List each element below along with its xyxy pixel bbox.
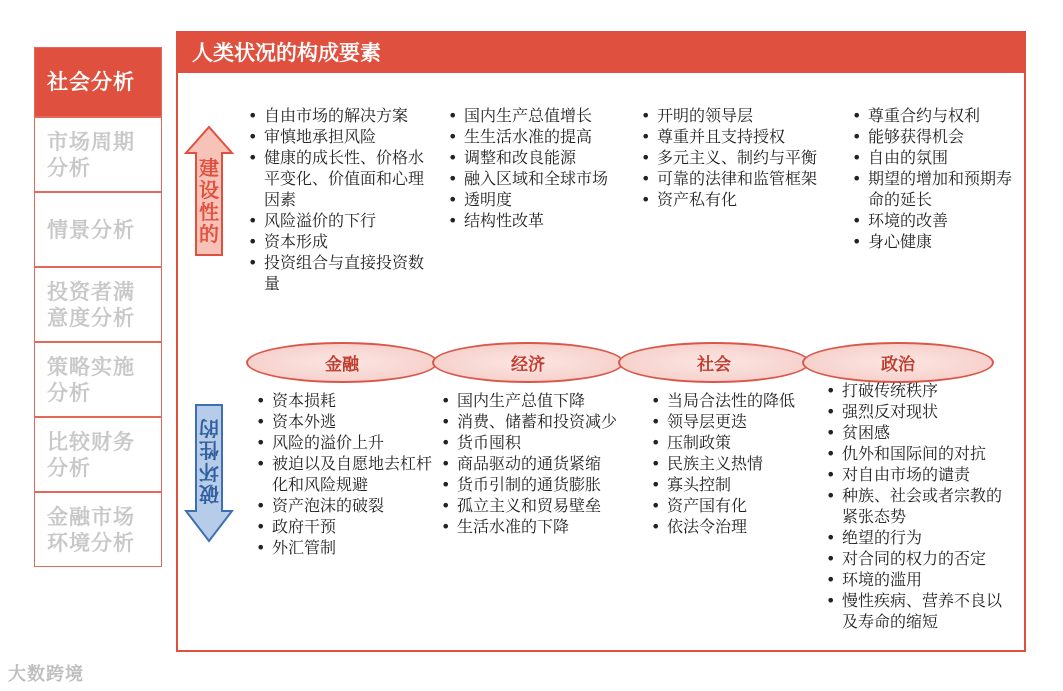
- list-item: • 消费、储蓄和投资减少: [441, 411, 641, 432]
- list-item: • 融入区域和全球市场: [448, 168, 633, 189]
- constructive-political-list: [852, 105, 1012, 252]
- constructive-social-list: [641, 105, 841, 210]
- list-item: • 可靠的法律和监管框架: [641, 168, 841, 189]
- list-item: • 种族、社会或者宗教的紧张态势: [826, 485, 1008, 527]
- nav-item-financial-market[interactable]: [35, 491, 161, 566]
- list-item: • 国内生产总值下降: [441, 390, 641, 411]
- list-item: • 环境的滥用: [826, 569, 1008, 590]
- list-item: • 生生活水准的提高: [448, 126, 633, 147]
- nav-item-label: 社会分析: [47, 70, 135, 94]
- constructive-financial-list: [248, 105, 428, 294]
- nav-item-scenario[interactable]: [35, 191, 161, 266]
- list-item: • 调整和改良能源: [448, 147, 633, 168]
- constructive-economic-list: [448, 105, 633, 231]
- list-item: • 能够获得机会: [852, 126, 1012, 147]
- list-item: • 投资组合与直接投资数量: [248, 252, 428, 294]
- list-item: • 绝望的行为: [826, 527, 1008, 548]
- nav-item-label: 投资者满意度分析: [47, 279, 135, 330]
- nav-item-strategy[interactable]: [35, 341, 161, 416]
- nav-item-label: 市场周期分析: [47, 129, 135, 180]
- list-item: • 资产私有化: [641, 189, 841, 210]
- list-item: • 货币囤积: [441, 432, 641, 453]
- list-item: • 开明的领导层: [641, 105, 841, 126]
- list-item: • 压制政策: [651, 432, 826, 453]
- nav-item-label: 策略实施分析: [47, 354, 135, 405]
- domain-financial[interactable]: 金融: [246, 342, 438, 383]
- list-item: • 货币引制的通货膨胀: [441, 474, 641, 495]
- domain-economic[interactable]: 经济: [432, 342, 624, 383]
- list-item: • 寡头控制: [651, 474, 826, 495]
- nav-item-label: 比较财务分析: [47, 429, 135, 480]
- list-item: • 资产泡沫的破裂: [256, 495, 436, 516]
- list-item: • 自由市场的解决方案: [248, 105, 428, 126]
- list-item: • 慢性疾病、营养不良以及寿命的缩短: [826, 590, 1008, 632]
- destructive-economic-list: [441, 390, 641, 537]
- list-item: • 当局合法性的降低: [651, 390, 826, 411]
- list-item: • 商品驱动的通货紧缩: [441, 453, 641, 474]
- list-item: • 尊重合约与权利: [852, 105, 1012, 126]
- list-item: • 民族主义热情: [651, 453, 826, 474]
- list-item: • 多元主义、制约与平衡: [641, 147, 841, 168]
- list-item: • 国内生产总值增长: [448, 105, 633, 126]
- list-item: • 环境的改善: [852, 210, 1012, 231]
- main-panel: [176, 31, 1026, 652]
- nav-item-label: 情景分析: [47, 217, 135, 242]
- list-item: • 期望的增加和预期寿命的延长: [852, 168, 1012, 210]
- nav-item-financial-comparison[interactable]: [35, 416, 161, 491]
- list-item: • 生活水准的下降: [441, 516, 641, 537]
- watermark: 大数跨境: [8, 664, 84, 685]
- nav-item-social-analysis[interactable]: [35, 48, 161, 116]
- list-item: • 对合同的权力的否定: [826, 548, 1008, 569]
- list-item: • 孤立主义和贸易壁垒: [441, 495, 641, 516]
- list-item: • 资本形成: [248, 231, 428, 252]
- list-item: • 资产国有化: [651, 495, 826, 516]
- panel-title: 人类状况的构成要素: [178, 33, 1024, 73]
- list-item: • 透明度: [448, 189, 633, 210]
- list-item: • 依法令治理: [651, 516, 826, 537]
- list-item: • 健康的成长性、价格水平变化、价值面和心理因素: [248, 147, 428, 210]
- list-item: • 被迫以及自愿地去杠杆化和风险规避: [256, 453, 436, 495]
- nav-item-label: 金融市场环境分析: [47, 504, 135, 555]
- list-item: • 政府干预: [256, 516, 436, 537]
- list-item: • 外汇管制: [256, 537, 436, 558]
- list-item: • 尊重并且支持授权: [641, 126, 841, 147]
- nav-item-market-cycle[interactable]: [35, 116, 161, 191]
- list-item: • 强烈反对现状: [826, 401, 1008, 422]
- destructive-financial-list: [256, 390, 436, 558]
- list-item: • 对自由市场的谴责: [826, 464, 1008, 485]
- list-item: • 资本外逃: [256, 411, 436, 432]
- list-item: • 打破传统秩序: [826, 380, 1008, 401]
- list-item: • 审慎地承担风险: [248, 126, 428, 147]
- analysis-nav: [34, 47, 162, 567]
- nav-item-investor-satisfaction[interactable]: [35, 266, 161, 341]
- list-item: • 身心健康: [852, 231, 1012, 252]
- list-item: • 风险的溢价上升: [256, 432, 436, 453]
- destructive-political-list: [826, 380, 1008, 632]
- domain-political[interactable]: 政治: [802, 342, 994, 383]
- list-item: • 仇外和国际间的对抗: [826, 443, 1008, 464]
- constructive-label: 建设性的: [199, 156, 219, 246]
- list-item: • 自由的氛围: [852, 147, 1012, 168]
- destructive-social-list: [651, 390, 826, 537]
- list-item: • 领导层更迭: [651, 411, 826, 432]
- list-item: • 资本损耗: [256, 390, 436, 411]
- list-item: • 风险溢价的下行: [248, 210, 428, 231]
- destructive-label: 破坏性的: [199, 416, 219, 506]
- list-item: • 结构性改革: [448, 210, 633, 231]
- list-item: • 贫困感: [826, 422, 1008, 443]
- domain-social[interactable]: 社会: [618, 342, 810, 383]
